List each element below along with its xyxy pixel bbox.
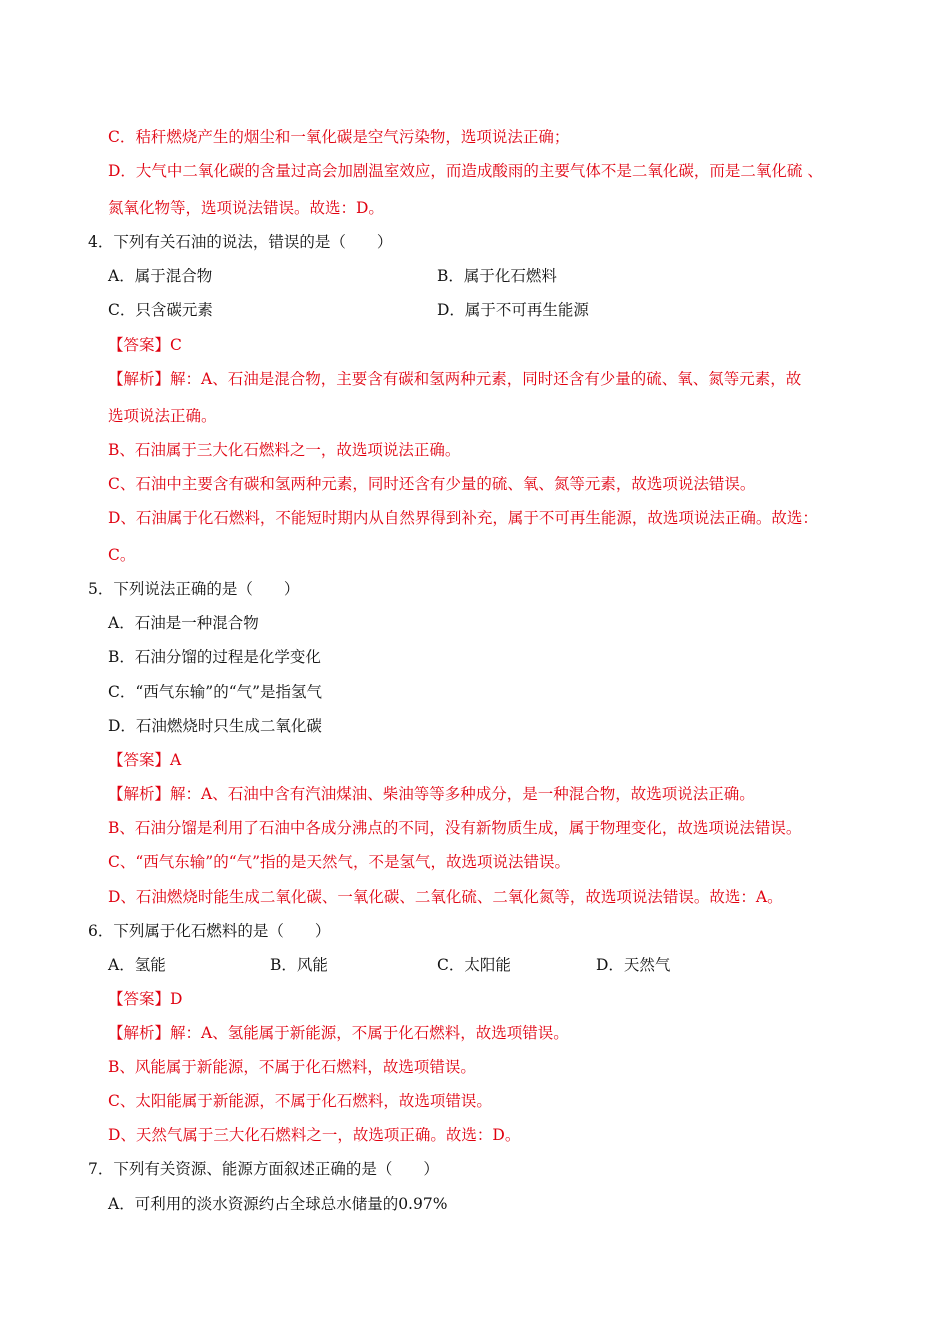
q5-answer-tag: 【答案】 bbox=[108, 751, 171, 769]
q6-analysis-text1: 解：A、氢能属于新能源，不属于化石燃料，故选项错误。 bbox=[170, 1024, 569, 1042]
q5-option-a: A．石油是一种混合物 bbox=[108, 614, 259, 632]
q6-option-a: A．氢能 bbox=[108, 956, 166, 974]
q6-stem: 6．下列属于化石燃料的是（ ） bbox=[88, 922, 331, 940]
q6-option-d: D．天然气 bbox=[596, 956, 671, 974]
q4-answer-tag: 【答案】 bbox=[108, 336, 171, 354]
q6-option-b: B．风能 bbox=[270, 956, 328, 974]
q4-option-a: A．属于混合物 bbox=[108, 267, 213, 285]
q3-option-c-analysis: C．秸秆燃烧产生的烟尘和一氧化碳是空气污染物，选项说法正确； bbox=[108, 128, 570, 146]
q7-stem: 7．下列有关资源、能源方面叙述正确的是（ ） bbox=[88, 1160, 439, 1178]
q5-stem: 5．下列说法正确的是（ ） bbox=[88, 580, 300, 598]
q5-answer-value: A bbox=[170, 751, 182, 769]
q4-option-c: C．只含碳元素 bbox=[108, 301, 213, 319]
q5-analysis-line2: B、石油分馏是利用了石油中各成分沸点的不同，没有新物质生成，属于物理变化，故选项说法错误。 bbox=[108, 819, 802, 837]
q6-answer-value: D bbox=[170, 990, 183, 1008]
q5-option-d: D．石油燃烧时只生成二氧化碳 bbox=[108, 717, 322, 735]
q5-option-b: B．石油分馏的过程是化学变化 bbox=[108, 648, 321, 666]
q4-analysis-line5: D、石油属于化石燃料，不能短时期内从自然界得到补充，属于不可再生能源，故选项说法正确。故选： bbox=[108, 509, 818, 527]
q5-analysis-line4: D、石油燃烧时能生成二氧化碳、一氧化碳、二氧化硫、二氧化氮等，故选项说法错误。故选：A。 bbox=[108, 888, 783, 906]
q6-answer-tag: 【答案】 bbox=[108, 990, 171, 1008]
q5-analysis-text1: 解：A、石油中含有汽油煤油、柴油等等多种成分，是一种混合物，故选项说法正确。 bbox=[170, 785, 755, 803]
q6-analysis-tag: 【解析】 bbox=[108, 1024, 171, 1042]
q5-option-c: C．“西气东输”的“气”是指氢气 bbox=[108, 683, 323, 701]
q6-answer bbox=[108, 988, 182, 1010]
q4-analysis-line4: C、石油中主要含有碳和氢两种元素，同时还含有少量的硫、氧、氮等元素，故选项说法错误。 bbox=[108, 475, 756, 493]
q4-answer bbox=[108, 334, 182, 356]
q4-stem: 4．下列有关石油的说法，错误的是（ ） bbox=[88, 233, 393, 251]
q3-option-d-analysis-line2: 氮氧化物等，选项说法错误。故选：D。 bbox=[108, 199, 384, 217]
q4-option-d: D．属于不可再生能源 bbox=[437, 301, 589, 319]
q5-answer bbox=[108, 749, 181, 771]
q4-analysis-tag: 【解析】 bbox=[108, 370, 171, 388]
q4-analysis-line2: 选项说法正确。 bbox=[108, 407, 217, 425]
q4-analysis-line1 bbox=[108, 368, 801, 390]
q6-option-c: C．太阳能 bbox=[437, 956, 511, 974]
q4-analysis-text1: 解：A、石油是混合物，主要含有碳和氢两种元素，同时还含有少量的硫、氧、氮等元素，故 bbox=[170, 370, 802, 388]
q6-analysis-line2: B、风能属于新能源，不属于化石燃料，故选项错误。 bbox=[108, 1058, 476, 1076]
q4-analysis-line3: B、石油属于三大化石燃料之一，故选项说法正确。 bbox=[108, 441, 461, 459]
q6-analysis-line1 bbox=[108, 1022, 569, 1044]
q6-analysis-line3: C、太阳能属于新能源，不属于化石燃料，故选项错误。 bbox=[108, 1092, 492, 1110]
q5-analysis-line1 bbox=[108, 783, 755, 805]
q6-analysis-line4: D、天然气属于三大化石燃料之一，故选项正确。故选：D。 bbox=[108, 1126, 521, 1144]
q5-analysis-tag: 【解析】 bbox=[108, 785, 171, 803]
q4-analysis-line6: C。 bbox=[108, 546, 136, 564]
q7-option-a: A．可利用的淡水资源约占全球总水储量的0.97% bbox=[108, 1195, 448, 1213]
q4-answer-value: C bbox=[170, 336, 182, 354]
q4-option-b: B．属于化石燃料 bbox=[437, 267, 557, 285]
q3-option-d-analysis-line1: D．大气中二氧化碳的含量过高会加剧温室效应，而造成酸雨的主要气体不是二氧化碳，而是二氧化硫 、 bbox=[108, 162, 823, 180]
q5-analysis-line3: C、“西气东输”的“气”指的是天然气，不是氢气，故选项说法错误。 bbox=[108, 853, 571, 871]
